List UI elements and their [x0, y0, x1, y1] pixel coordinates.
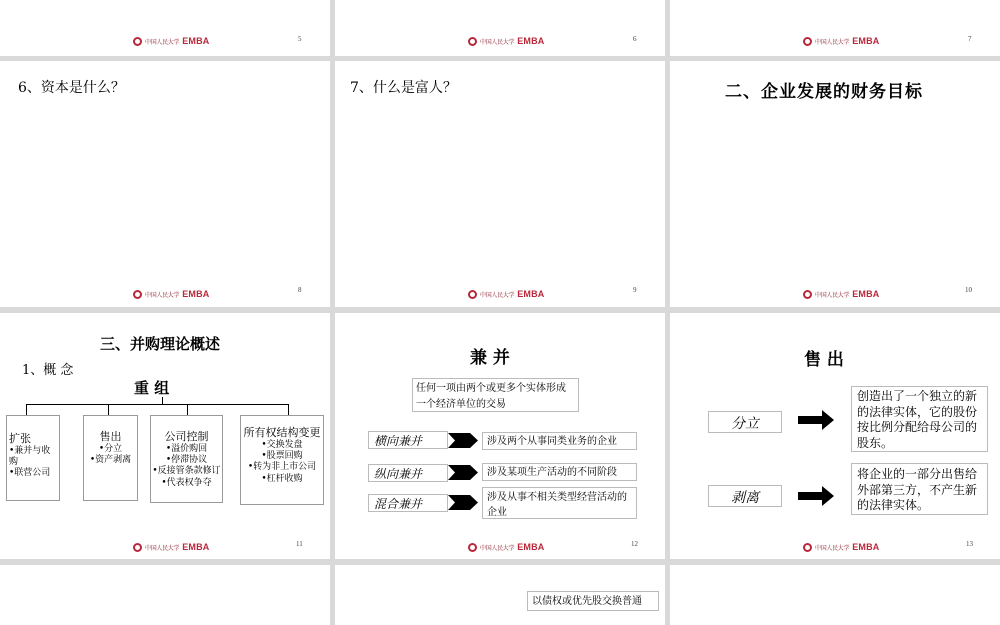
org-item: •联营公司 — [9, 468, 51, 479]
slide-13[interactable] — [670, 313, 1000, 559]
slide-number: 11 — [296, 540, 303, 548]
logo-school-name: 中国人民大学 — [145, 544, 180, 552]
org-connector — [26, 404, 27, 415]
slide-11[interactable] — [0, 313, 330, 559]
org-box-title: 所有权结构变更 — [243, 426, 321, 439]
slide-12[interactable] — [335, 313, 665, 559]
school-seal-icon — [133, 543, 142, 552]
slide-number: 10 — [965, 286, 972, 294]
org-item: •溢价购回 — [165, 443, 208, 454]
org-item: •交换发盘 — [261, 439, 303, 450]
type-description: 涉及某项生产活动的不同阶段 — [482, 463, 637, 481]
logo — [468, 36, 545, 46]
logo-school-name: 中国人民大学 — [815, 544, 850, 552]
type-label: 横向兼并 — [368, 431, 448, 449]
school-seal-icon — [803, 37, 812, 46]
school-seal-icon — [468, 543, 477, 552]
org-box-ownership-change — [240, 415, 324, 505]
logo-school-name: 中国人民大学 — [815, 38, 850, 46]
type-description: 涉及两个从事同类业务的企业 — [482, 432, 637, 450]
slide-14[interactable] — [0, 565, 330, 625]
org-item: •资产剥离 — [89, 455, 132, 465]
type-label: 混合兼并 — [368, 494, 448, 512]
org-item: •停滞协议 — [165, 455, 208, 465]
school-seal-icon — [133, 37, 142, 46]
logo — [468, 542, 545, 552]
slide-number: 7 — [968, 35, 972, 43]
slide-7[interactable] — [670, 0, 1000, 56]
logo-school-name: 中国人民大学 — [480, 544, 515, 552]
org-item: •股票回购 — [261, 451, 303, 461]
org-root: 重 组 — [134, 379, 170, 397]
logo-emba: EMBA — [517, 36, 545, 46]
org-box-corporate-control — [150, 415, 223, 503]
org-box-title: 公司控制 — [164, 430, 209, 443]
logo-emba: EMBA — [852, 289, 880, 299]
slide-number: 6 — [633, 35, 637, 43]
org-box-title: 扩张 — [9, 432, 31, 445]
org-connector — [108, 404, 109, 415]
logo-emba: EMBA — [852, 36, 880, 46]
type-label: 剥离 — [708, 485, 782, 507]
org-item: •杠杆收购 — [261, 473, 303, 484]
school-seal-icon — [468, 290, 477, 299]
org-connector — [187, 404, 188, 415]
logo-emba: EMBA — [182, 36, 210, 46]
slide-number: 5 — [298, 35, 302, 43]
chevron-arrow-icon — [448, 495, 480, 510]
org-item: •分立 — [98, 443, 123, 454]
logo-school-name: 中国人民大学 — [480, 38, 515, 46]
right-arrow-icon — [798, 486, 836, 506]
slide-number: 13 — [966, 540, 973, 548]
slide-title: 7、什么是富人？ — [350, 80, 457, 96]
org-item: •转为非上市公司 — [247, 462, 317, 473]
school-seal-icon — [803, 290, 812, 299]
logo-emba: EMBA — [517, 542, 545, 552]
school-seal-icon — [133, 290, 142, 299]
slide-title: 二、企业发展的财务目标 — [725, 82, 923, 102]
logo-emba: EMBA — [182, 289, 210, 299]
slide-6[interactable] — [335, 0, 665, 56]
logo — [803, 289, 880, 299]
type-description: 创造出了一个独立的新的法律实体，它的股份按比例分配给母公司的股东。 — [851, 386, 988, 452]
logo-school-name: 中国人民大学 — [145, 38, 180, 46]
org-box-selloff — [83, 415, 138, 501]
logo — [133, 542, 210, 552]
slide-number: 9 — [633, 286, 637, 294]
type-description: 涉及从事不相关类型经营活动的企业 — [482, 487, 637, 519]
logo-school-name: 中国人民大学 — [815, 291, 850, 299]
logo-emba: EMBA — [182, 542, 210, 552]
org-connector — [26, 404, 288, 405]
logo-emba: EMBA — [517, 289, 545, 299]
slide-number: 8 — [298, 286, 302, 294]
school-seal-icon — [468, 37, 477, 46]
slide-title: 6、资本是什么？ — [18, 80, 125, 96]
right-arrow-icon — [798, 410, 836, 430]
logo — [468, 289, 545, 299]
org-item: •反接管条款修订 — [152, 466, 221, 477]
org-box-title: 售出 — [99, 430, 122, 443]
logo — [133, 36, 210, 46]
slide-5[interactable] — [0, 0, 330, 56]
org-item: •代表权争夺 — [161, 477, 212, 488]
org-box-expansion — [6, 415, 60, 501]
org-item: •兼并与收购 — [9, 445, 51, 467]
chevron-arrow-icon — [448, 433, 480, 448]
logo-school-name: 中国人民大学 — [145, 291, 180, 299]
slide-8[interactable] — [0, 61, 330, 307]
logo — [133, 289, 210, 299]
slide-10[interactable] — [670, 61, 1000, 307]
slide-title: 售 出 — [804, 350, 844, 370]
type-description: 将企业的一部分出售给外部第三方，不产生新的法律实体。 — [851, 463, 988, 515]
chevron-arrow-icon — [448, 465, 480, 480]
logo — [803, 36, 880, 46]
logo — [803, 542, 880, 552]
school-seal-icon — [803, 543, 812, 552]
org-connector — [288, 404, 289, 415]
definition-box: 任何一项由两个或更多个实体形成一个经济单位的交易 — [412, 378, 579, 412]
slide-number: 12 — [631, 540, 638, 548]
type-label: 分立 — [708, 411, 782, 433]
slide-15[interactable] — [335, 565, 665, 625]
logo-emba: EMBA — [852, 542, 880, 552]
slide-16[interactable] — [670, 565, 1000, 625]
slide-title: 三、并购理论概述 — [100, 335, 221, 353]
type-label: 纵向兼并 — [368, 464, 448, 482]
partial-text-box: 以债权或优先股交换普通 — [527, 591, 659, 611]
slide-subtitle: 1、概 念 — [22, 363, 74, 378]
logo-school-name: 中国人民大学 — [480, 291, 515, 299]
slide-title: 兼 并 — [470, 348, 510, 368]
slide-9[interactable] — [335, 61, 665, 307]
